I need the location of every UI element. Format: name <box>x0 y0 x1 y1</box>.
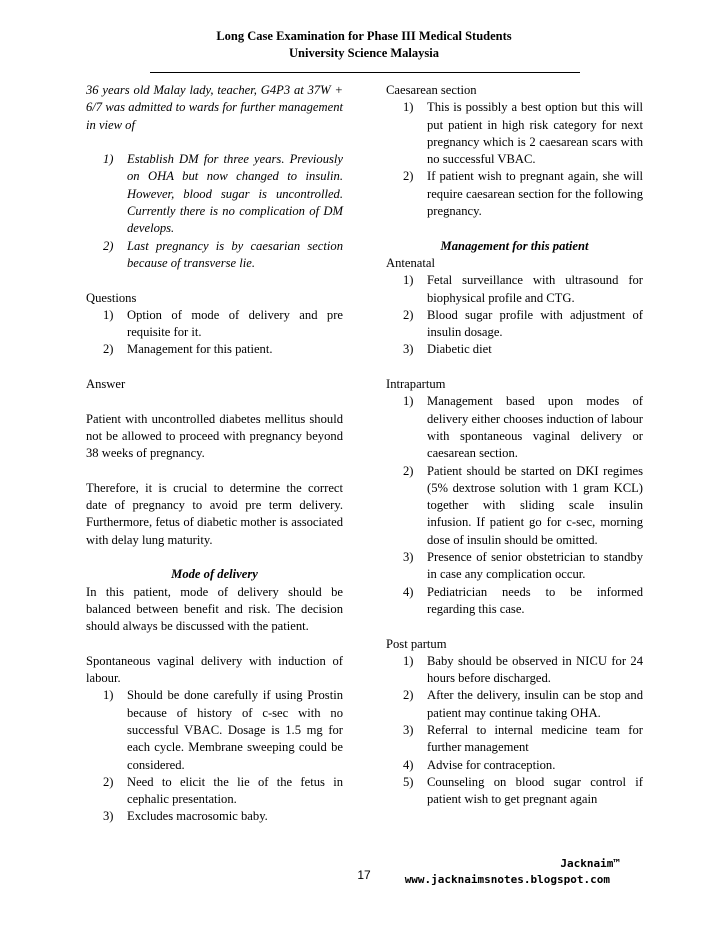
antenatal-list <box>386 272 643 358</box>
list-item: 4) Advise for contraception. <box>403 757 556 772</box>
svd-list <box>86 687 343 825</box>
answer-paragraph-1: Patient with uncontrolled diabetes mellitus should not be allowed to proceed with pregnancy beyond 38 weeks of pregnancy. <box>86 411 343 461</box>
list-item: 1) Establish DM for three years. Previously on OHA but now changed to insulin. However, blood sugar is uncontrolled. Currently there is no complication of DM develops. <box>103 152 343 236</box>
intrapartum-label: Intrapartum <box>386 377 446 392</box>
list-item: 1) Fetal surveillance with ultrasound for biophysical profile and CTG. <box>403 273 643 305</box>
questions-label: Questions <box>86 290 137 305</box>
list-item: 2) After the delivery, insulin can be stop and patient may continue taking OHA. <box>403 688 643 720</box>
list-item: 5) Counseling on blood sugar control if patient wish to get pregnant again <box>403 774 643 807</box>
list-item: 1) This is possibly a best option but this will put patient in high risk category for next pregnancy which is 2 caesarean scars with no successful VBAC. <box>403 100 643 167</box>
intrapartum-list <box>386 393 643 618</box>
list-item: 2) Need to elicit the lie of the fetus in cephalic presentation. <box>103 774 343 807</box>
list-item: 3) Diabetic diet <box>403 342 492 357</box>
list-item: 2) If patient wish to pregnant again, she will require caesarean section for the following pregnancy. <box>403 169 643 219</box>
page-header <box>0 28 728 62</box>
history-list <box>86 151 343 272</box>
mode-of-delivery-paragraph: In this patient, mode of delivery should be balanced between benefit and risk. The decision should always be discussed with the patient. <box>86 584 343 634</box>
postpartum-label: Post partum <box>386 636 447 651</box>
list-item: 4) Pediatrician needs to be informed regarding this case. <box>403 584 643 616</box>
list-item: 1) Management based upon modes of delivery either chooses induction of labour with spontaneous vaginal delivery or caesarean section. <box>403 394 643 461</box>
caesarean-list <box>386 99 643 220</box>
case-intro: 36 years old Malay lady, teacher, G4P3 at 37W + 6/7 was admitted to wards for further management in view of <box>86 83 343 132</box>
page-number: 17 <box>357 868 371 882</box>
caesarean-label: Caesarean section <box>386 83 477 97</box>
right-column <box>386 82 643 808</box>
left-column <box>86 82 343 826</box>
answer-paragraph-2: Therefore, it is crucial to determine the correct date of pregnancy to avoid pre term delivery. Furthermore, fetus of diabetic mother is associated with delay lung maturity. <box>86 480 343 547</box>
watermark-name: Jacknaim™ <box>560 857 620 870</box>
postpartum-list <box>386 653 643 809</box>
list-item: 2) Management for this patient. <box>103 342 273 357</box>
list-item: 2) Last pregnancy is by caesarian section because of transverse lie. <box>103 238 343 270</box>
list-item: 2) Patient should be started on DKI regimes (5% dextrose solution with 1 gram KCL) together with sliding scale insulin infusion. If patient go for c-sec, morning dose of insulin should be omitted. <box>403 463 643 547</box>
header-title: Long Case Examination for Phase III Medical Students <box>216 29 512 43</box>
watermark-url: www.jacknaimsnotes.blogspot.com <box>404 873 610 886</box>
list-item: 3) Excludes macrosomic baby. <box>103 809 268 824</box>
management-heading: Management for this patient <box>440 238 589 253</box>
questions-list <box>86 307 343 359</box>
header-subtitle: University Science Malaysia <box>289 46 439 60</box>
antenatal-label: Antenatal <box>386 255 435 270</box>
list-item: 1) Option of mode of delivery and pre requisite for it. <box>103 307 343 340</box>
list-item: 1) Should be done carefully if using Prostin because of history of c-sec with no successful VBAC. Dosage is 1.5 mg for each cycle. Membrane sweeping could be considered. <box>103 688 343 772</box>
mode-of-delivery-heading: Mode of delivery <box>171 567 258 582</box>
list-item: 3) Presence of senior obstetrician to standby in case any complication occur. <box>403 550 643 582</box>
list-item: 3) Referral to internal medicine team for further management <box>403 722 643 755</box>
list-item: 1) Baby should be observed in NICU for 24 hours before discharged. <box>403 653 643 686</box>
answer-label: Answer <box>86 377 126 392</box>
list-item: 2) Blood sugar profile with adjustment of insulin dosage. <box>403 307 643 340</box>
header-divider <box>150 72 580 73</box>
svd-label: Spontaneous vaginal delivery with induction of labour. <box>86 653 343 686</box>
